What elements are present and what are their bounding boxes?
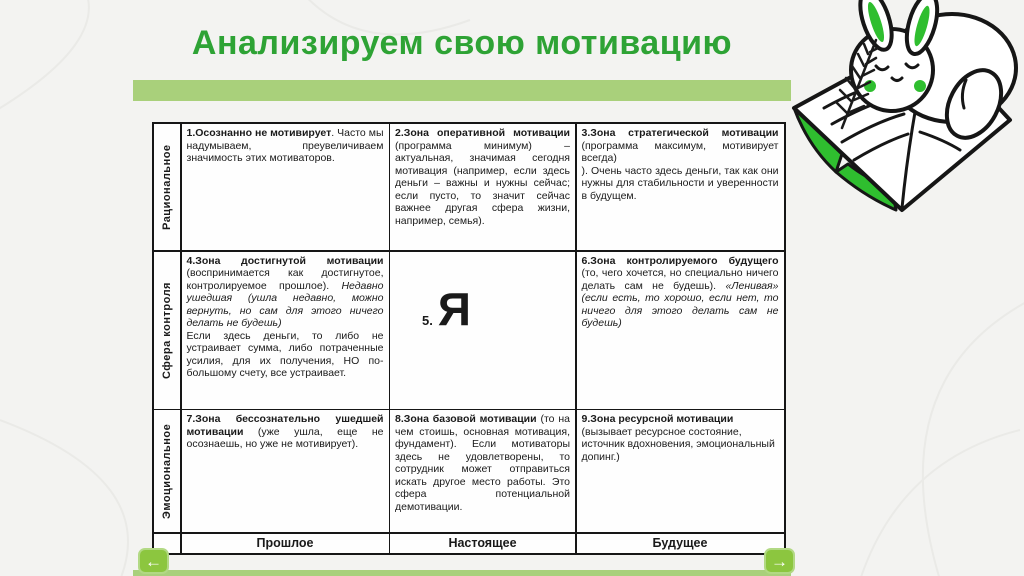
zone-6-italic: «Ленивая» (если есть, то хорошо, если нет, то ничего для этого делать сам не будешь)	[581, 279, 779, 329]
zone-8-text: (то на чем стоишь, основная мотивация, фундамент). Если мотиваторы здесь не удовлетворены, то сотрудник может отправиться искать другое место работы. Это сфера потенциальной демотивации.	[395, 413, 570, 513]
zone-3-text2: ). Очень часто здесь деньги, так как они нужны для стабильности и уверенности в будущем.	[581, 164, 779, 202]
rabbit-reading-book-illustration	[780, 0, 1024, 226]
zone-4-text2: Если здесь деньги, то либо не устраивает сумма, либо потраченные усилия, для их получения, НО по-большому счету, все устраивает.	[186, 329, 384, 379]
bottom-accent-bar	[133, 570, 791, 576]
axis-label-present: Настоящее	[390, 534, 575, 553]
zone-4-italic: Недавно ушедшая (ушла недавно, можно вернуть, но сам для этого ничего делать не будешь)	[186, 279, 384, 329]
zone-8-heading: 8.Зона базовой мотивации	[395, 413, 537, 425]
cell-zone-5-self	[390, 252, 575, 409]
zone-6-heading: 6.Зона контролируемого будущего	[581, 254, 779, 267]
zone-2-text: (программа минимум) – актуальная, значимая сегодня мотивация (например, если здесь деньги – важны и нужны сейчас; если пусто, то значит сейчас важнее другая сфера жизни, например, семья).	[395, 139, 570, 227]
zone-9-text: (вызывает ресурсное состояние, источник вдохновения, эмоциональный допинг.)	[581, 425, 775, 463]
zone-3-heading: 3.Зона стратегической мотивации	[581, 127, 779, 139]
page-title: Анализируем свою мотивацию	[191, 24, 733, 62]
zone-7-heading: 7.Зона бессознательно ушедшей мотивации	[186, 413, 384, 438]
cell-zone-2	[390, 124, 575, 250]
cell-zone-7	[182, 410, 389, 532]
cell-zone-9	[577, 410, 784, 532]
zone-1-heading: 1.Осознанно не мотивирует	[186, 127, 332, 139]
cell-zone-3	[577, 124, 784, 250]
zone-5-number: 5.	[422, 312, 433, 328]
cell-zone-1	[182, 124, 389, 250]
row-label-emotional: Эмоциональное	[154, 410, 180, 532]
prev-slide-button[interactable]	[138, 548, 169, 574]
row-label-control: Сфера контроля	[154, 252, 180, 409]
row-label-rational: Рациональное	[154, 124, 180, 250]
next-slide-button[interactable]	[764, 548, 795, 574]
top-accent-bar	[133, 80, 791, 101]
axis-label-past: Прошлое	[182, 534, 389, 553]
zone-4-heading: 4.Зона достигнутой мотивации	[186, 254, 384, 267]
axis-label-future: Будущее	[577, 534, 784, 553]
zone-9-heading: 9.Зона ресурсной мотивации	[581, 413, 734, 425]
motivation-matrix-table	[152, 122, 786, 555]
zone-7-text: (уже ушла, еще не осознаешь, но уже не мотивирует).	[186, 425, 384, 450]
arrow-right-icon: →	[771, 551, 788, 571]
zone-1-text: . Часто мы надумываем, преувеличиваем значимость этих мотиваторов.	[186, 127, 384, 164]
cell-zone-6	[577, 252, 784, 409]
zone-2-heading: 2.Зона оперативной мотивации	[395, 127, 570, 139]
cell-zone-8	[390, 410, 575, 532]
zone-3-text: (программа максимум, мотивирует всегда)	[581, 139, 779, 164]
zone-4-text: (воспринимается как достигнутое, контролируемое прошлое).	[186, 267, 384, 292]
zone-6-text: (то, чего хочется, но специально ничего делать сам не будешь).	[581, 267, 779, 292]
cell-zone-4	[182, 252, 389, 409]
arrow-left-icon: ←	[145, 551, 162, 571]
zone-5-letter: Я	[437, 282, 471, 335]
